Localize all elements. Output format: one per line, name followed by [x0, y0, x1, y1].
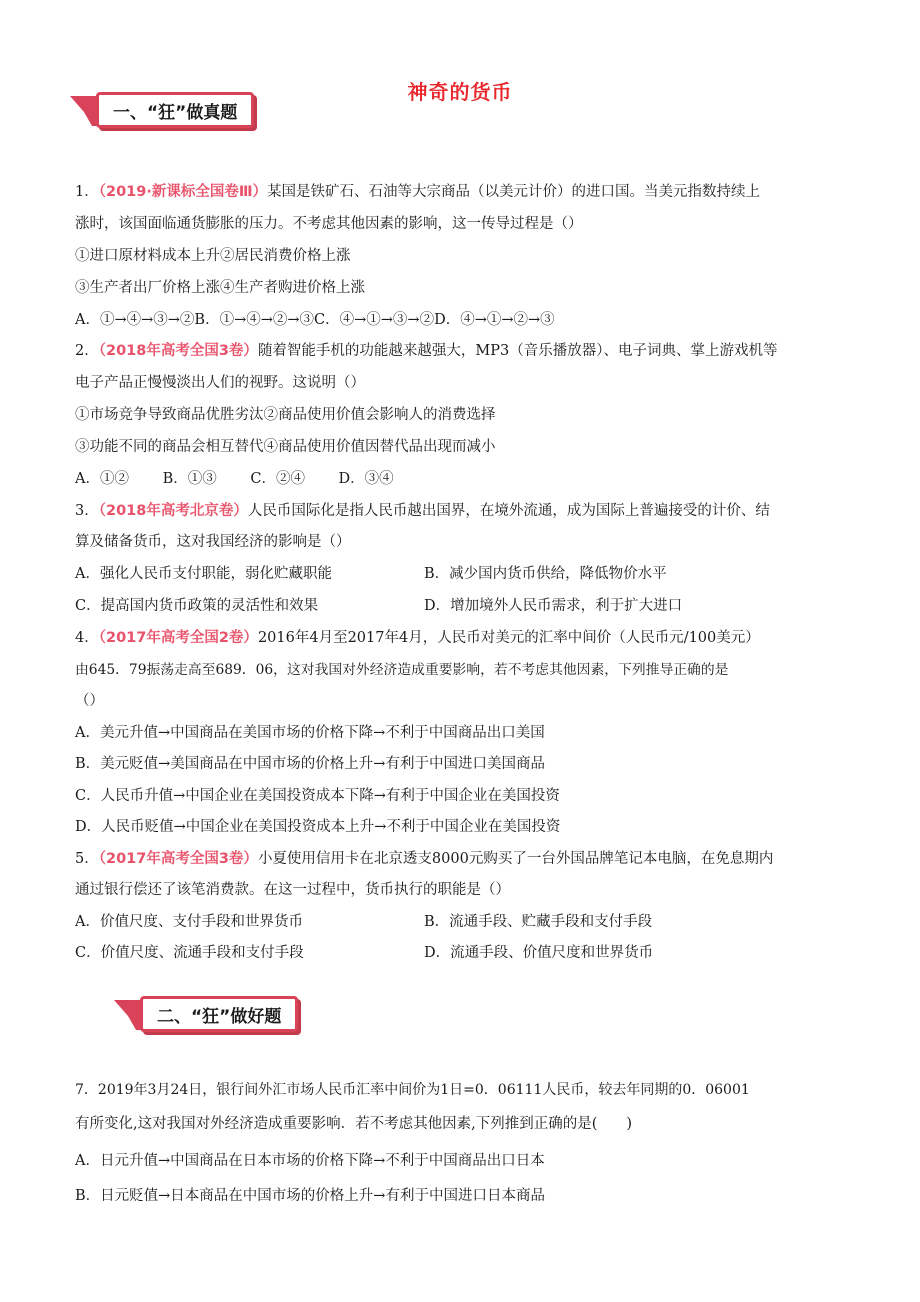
q4-number: 4．	[75, 630, 99, 646]
q5-line-1	[75, 849, 773, 869]
q3-number: 3．	[75, 503, 99, 519]
q1-item-a: ①进口原材料成本上升②居民消费价格上涨	[75, 248, 351, 264]
q5-option-d: D．流通手段、价值尺度和世界货币	[424, 945, 654, 961]
section-banner-1	[70, 92, 290, 134]
q4-stem-1: 2016年4月至2017年4月，人民币对美元的汇率中间价（人民币元/100美元）	[257, 630, 760, 646]
q1-stem-1: 某国是铁矿石、石油等大宗商品（以美元计价）的进口国。当美元指数持续上	[267, 184, 761, 200]
q3-option-a: A．强化人民币支付职能，弱化贮藏职能	[75, 566, 332, 582]
q3-option-c: C．提高国内货币政策的灵活性和效果	[75, 598, 319, 614]
q7-stem-2: 有所变化,这对我国对外经济造成重要影响．若不考虑其他因素,下列推到正确的是( )	[75, 1116, 633, 1132]
q7-stem-1: 7．2019年3月24日，银行间外汇市场人民币汇率中间价为1日=0．06111人民币，较去年同期的0．06001	[75, 1082, 750, 1098]
q2-item-a: ①市场竞争导致商品优胜劣汰②商品使用价值会影响人的消费选择	[75, 407, 496, 423]
q3-stem-2: 算及储备货币，这对我国经济的影响是（）	[75, 534, 351, 550]
q4-option-d: D．人民币贬值→中国企业在美国投资成本上升→不利于中国企业在美国投资	[75, 819, 561, 835]
q4-stem-3: （）	[75, 693, 104, 709]
q5-stem-1: 小夏使用信用卡在北京透支8000元购买了一台外国品牌笔记本电脑，在免息期内	[257, 851, 774, 867]
q2-stem-1: 随着智能手机的功能越来越强大，MP3（音乐播放器）、电子词典、掌上游戏机等	[257, 343, 778, 359]
q5-stem-2: 通过银行偿还了该笔消费款。在这一过程中，货币执行的职能是（）	[75, 882, 510, 898]
q3-option-d: D．增加境外人民币需求，利于扩大进口	[424, 598, 683, 614]
section-title-2: 二、“狂”做好题	[140, 996, 298, 1032]
q5-option-a: A．价值尺度、支付手段和世界货币	[75, 914, 303, 930]
section-banner-2	[114, 996, 334, 1038]
q3-stem-1: 人民币国际化是指人民币越出国界，在境外流通，成为国际上普遍接受的计价、结	[247, 503, 770, 519]
q4-option-b: B．美元贬值→美国商品在中国市场的价格上升→有利于中国进口美国商品	[75, 756, 545, 772]
q4-option-a: A．美元升值→中国商品在美国市场的价格下降→不利于中国商品出口美国	[75, 725, 545, 741]
q3-option-b: B．减少国内货币供给，降低物价水平	[424, 566, 667, 582]
q2-item-b: ③功能不同的商品会相互替代④商品使用价值因替代品出现而减小	[75, 439, 496, 455]
section-title-1: 一、“狂”做真题	[96, 92, 254, 128]
q2-stem-2: 电子产品正慢慢淡出人们的视野。这说明（）	[75, 375, 365, 391]
q7-option-a: A．日元升值→中国商品在日本市场的价格下降→不利于中国商品出口日本	[75, 1153, 545, 1169]
q4-source: （2017年高考全国2卷）	[98, 630, 258, 646]
q1-options: A．①→④→③→②B．①→④→②→③C．④→①→③→②D．④→①→②→③	[75, 312, 555, 328]
q1-number: 1．	[75, 184, 99, 200]
q2-line-1	[75, 341, 778, 361]
q1-stem-2: 涨时，该国面临通货膨胀的压力。不考虑其他因素的影响，这一传导过程是（）	[75, 216, 583, 232]
q4-stem-2: 由645．79振荡走高至689．06，这对我国对外经济造成重要影响，若不考虑其他因素，下列推导正确的是	[75, 662, 729, 678]
q5-number: 5．	[75, 851, 99, 867]
q3-line-1	[75, 501, 770, 521]
q1-line-1	[75, 182, 760, 202]
q4-line-1	[75, 628, 760, 648]
q5-source: （2017年高考全国3卷）	[98, 851, 258, 867]
q5-option-c: C．价值尺度、流通手段和支付手段	[75, 945, 304, 961]
q4-option-c: C．人民币升值→中国企业在美国投资成本下降→有利于中国企业在美国投资	[75, 788, 560, 804]
q2-source: （2018年高考全国3卷）	[98, 343, 258, 359]
page-title: 神奇的货币	[407, 80, 513, 104]
q1-item-b: ③生产者出厂价格上涨④生产者购进价格上涨	[75, 280, 365, 296]
q3-source: （2018年高考北京卷）	[98, 503, 248, 519]
q1-source: （2019·新课标全国卷Ⅲ）	[98, 184, 268, 200]
q5-option-b: B．流通手段、贮藏手段和支付手段	[424, 914, 653, 930]
q2-options: A．①② B．①③ C．②④ D．③④	[75, 471, 394, 487]
q2-number: 2．	[75, 343, 99, 359]
q7-option-b: B．日元贬值→日本商品在中国市场的价格上升→有利于中国进口日本商品	[75, 1188, 545, 1204]
